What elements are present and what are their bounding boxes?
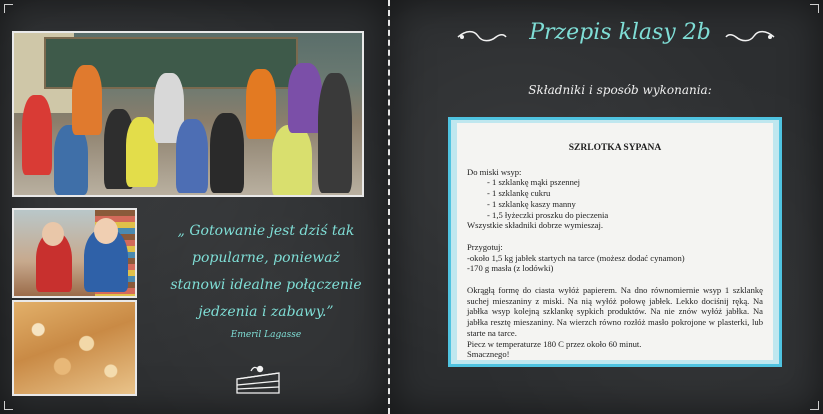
prep-item: -170 g masła (z lodówki) bbox=[467, 263, 554, 274]
ingredient-item: - 1 szklankę cukru bbox=[467, 188, 763, 199]
corner-mark bbox=[4, 401, 13, 410]
quote-author: Emeril Lagasse bbox=[230, 330, 302, 340]
prep-heading: Przygotuj: bbox=[467, 241, 503, 252]
recipe-sheet bbox=[457, 123, 773, 360]
ingredient-item: - 1,5 łyżeczki proszku do pieczenia bbox=[467, 210, 763, 221]
flourish-right-icon bbox=[724, 28, 776, 46]
corner-mark bbox=[4, 4, 13, 13]
quote-line: popularne, ponieważ bbox=[192, 250, 340, 266]
cake-slice-icon bbox=[233, 363, 283, 397]
page-title: Przepis klasy 2b bbox=[529, 20, 711, 45]
ingredient-item: - 1 szklankę kaszy manny bbox=[467, 199, 763, 210]
ingredients-intro: Do miski wsyp: bbox=[467, 166, 522, 177]
corner-mark bbox=[810, 401, 819, 410]
page-subtitle: Składniki i sposób wykonania: bbox=[528, 83, 712, 97]
closing-note: Smacznego! bbox=[467, 349, 510, 360]
kid-photo bbox=[12, 208, 137, 298]
quote-line: „ Gotowanie jest dziś tak bbox=[177, 223, 355, 239]
ingredient-item: - 1 szklankę mąki pszennej bbox=[467, 177, 763, 188]
quote bbox=[150, 218, 382, 326]
cake-photo bbox=[12, 300, 137, 396]
class-photo bbox=[12, 31, 364, 197]
page-divider bbox=[388, 0, 390, 414]
prep-item: -około 1,5 kg jabłek startych na tarce (możesz dodać cynamon) bbox=[467, 252, 685, 263]
instructions: Okrągłą formę do ciasta wyłóż papierem. Na dno równomiernie wsyp 1 szklankę suchej mieszaniny z miski. Na nią wyłóż połowę jabłek. Lekko dociśnij ręką. Na jabłka wsyp kolejną szklankę sypkich produktów. Na nie znów wyłóż jabłka. Na jabłka resztę mieszaniny. Na wierzch równo rozłóż masło pokrojone w plasterki, lub starte na tarce. bbox=[467, 285, 763, 338]
corner-mark bbox=[810, 4, 819, 13]
mix-note: Wszystkie składniki dobrze wymieszaj. bbox=[467, 220, 604, 231]
recipe-card bbox=[448, 117, 782, 367]
flourish-left-icon bbox=[456, 28, 508, 46]
quote-line: stanowi idealne połączenie bbox=[170, 277, 362, 293]
bake-note: Piecz w temperaturze 180 C przez około 60 minut. bbox=[467, 338, 642, 349]
quote-line: jedzenia i zabawy.” bbox=[198, 304, 334, 320]
recipe-title: SZRLOTKA SYPANA bbox=[568, 143, 662, 153]
